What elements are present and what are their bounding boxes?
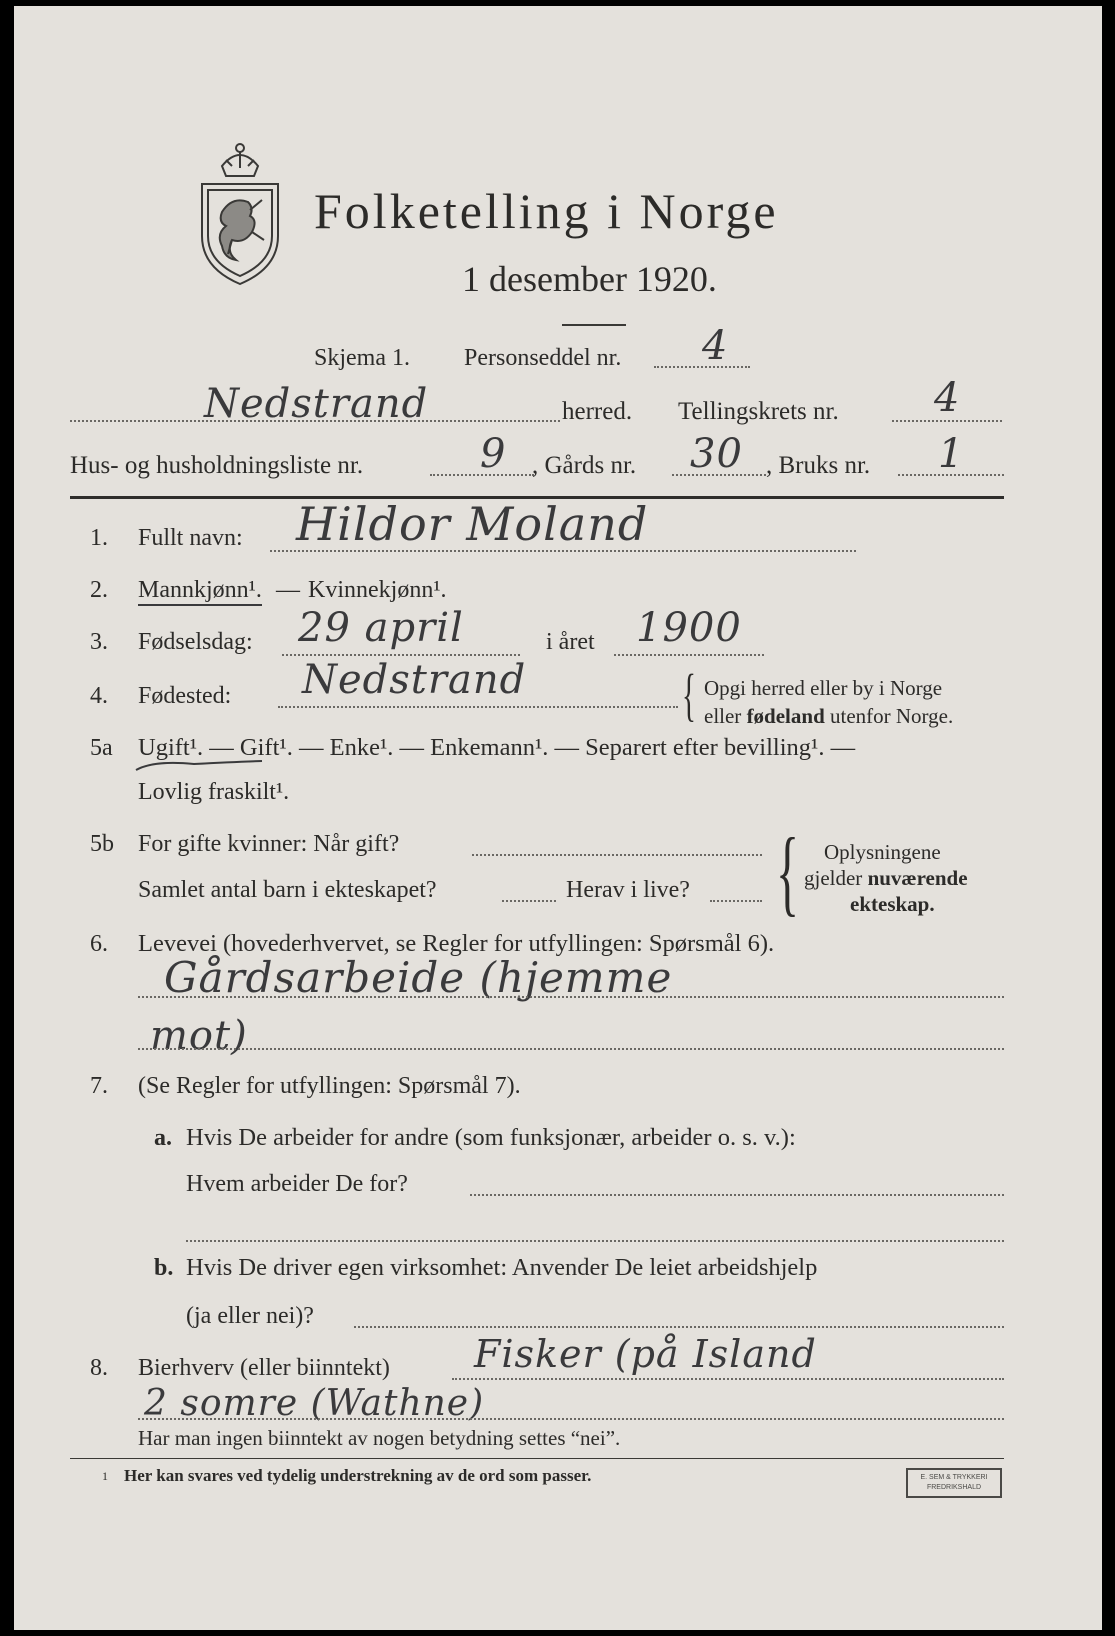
q4-number: 4. — [90, 683, 108, 709]
q7-label: (Se Regler for utfyllingen: Spørsmål 7). — [138, 1073, 521, 1099]
stamp-line-2: FREDRIKSHALD — [926, 1484, 982, 1491]
q3-number: 3. — [90, 629, 108, 655]
q6-value-2: mot) — [150, 1013, 248, 1059]
q4-value: Nedstrand — [302, 657, 527, 703]
q8-value-2: 2 somre (Wathne) — [144, 1383, 485, 1424]
bruks-line — [898, 474, 1004, 476]
title-divider — [562, 324, 626, 326]
form-date: 1 desember 1920. — [462, 259, 717, 299]
footnote-text: Her kan svares ved tydelig understrekning av de ord som passer. — [124, 1466, 592, 1485]
q7b-line-2: (ja eller nei)? — [186, 1303, 314, 1329]
q6-value-1: Gårdsarbeide (hjemme — [164, 953, 673, 1002]
q3-label: Fødselsdag: — [138, 629, 253, 655]
q8-number: 8. — [90, 1355, 108, 1381]
gards-label: , Gårds nr. — [532, 452, 637, 479]
q6-number: 6. — [90, 931, 108, 957]
norway-coat-of-arms-icon — [192, 136, 288, 286]
hus-value: 9 — [480, 431, 507, 477]
q7a-line — [470, 1194, 1004, 1196]
personseddel-label: Personseddel nr. — [464, 345, 622, 371]
q6-label: Levevei (hovederhvervet, se Regler for utfyllingen: Spørsmål 6). — [138, 930, 775, 957]
q3-line — [282, 654, 520, 656]
bruks-label: , Bruks nr. — [766, 452, 871, 479]
q8-line-1 — [452, 1378, 1004, 1380]
q3-year-line — [614, 654, 764, 656]
q8-note: Har man ingen biinntekt av nogen betydning settes “nei”. — [138, 1426, 621, 1450]
q3-value: 29 april — [298, 605, 464, 651]
q7-number: 7. — [90, 1073, 108, 1099]
q6-line-1 — [138, 996, 1004, 998]
gards-value: 30 — [690, 431, 743, 477]
q4-note-2: eller fødeland utenfor Norge. — [704, 704, 954, 728]
q3-year-value: 1900 — [636, 605, 742, 651]
q5b-number: 5b — [90, 831, 114, 857]
q5a-options: Ugift¹. — Gift¹. — Enke¹. — Enkemann¹. — Separert efter bevilling¹. — — [138, 734, 856, 761]
herred-label: herred. — [562, 398, 633, 425]
q5a-options-2: Lovlig fraskilt¹. — [138, 779, 290, 805]
personseddel-value: 4 — [702, 323, 729, 369]
gards-line — [672, 474, 766, 476]
form-title: Folketelling i Norge — [314, 183, 779, 239]
q5b-line-1: For gifte kvinner: Når gift? — [138, 831, 400, 857]
personseddel-line — [654, 366, 750, 368]
q7a-line-1: Hvis De arbeider for andre (som funksjonær, arbeider o. s. v.): — [186, 1124, 796, 1151]
herred-line — [70, 420, 560, 422]
footnote-divider — [70, 1458, 1004, 1459]
q7a-line-2: Hvem arbeider De for? — [186, 1171, 408, 1197]
q4-note-1: Opgi herred eller by i Norge — [704, 676, 943, 700]
tellingskrets-value: 4 — [934, 375, 961, 421]
q5b-brace: { — [776, 818, 800, 925]
q1-number: 1. — [90, 525, 108, 551]
q8-value-1: Fisker (på Island — [474, 1332, 817, 1376]
q7b-number: b. — [154, 1255, 174, 1281]
q4-line — [278, 706, 678, 708]
q7a-line-extra — [186, 1240, 1004, 1242]
q1-label: Fullt navn: — [138, 525, 243, 551]
census-form — [14, 6, 1102, 1630]
hus-line — [430, 474, 534, 476]
q2-mann: Mannkjønn¹. — [138, 576, 262, 606]
skjema-label: Skjema 1. — [314, 345, 410, 371]
q3-year-label: i året — [546, 629, 595, 655]
tellingskrets-label: Tellingskrets nr. — [678, 398, 839, 425]
q8-label: Bierhverv (eller biinntekt) — [138, 1355, 390, 1381]
q7b-line-1: Hvis De driver egen virksomhet: Anvender De leiet arbeidshjelp — [186, 1254, 818, 1281]
q7b-line — [354, 1326, 1004, 1328]
q4-brace: { — [682, 662, 696, 727]
q2-kvinne: Kvinnekjønn¹. — [308, 577, 447, 603]
q5b-gift-line — [472, 854, 762, 856]
q2-number: 2. — [90, 577, 108, 603]
stamp-line-1: E. SEM & TRYKKERI — [920, 1474, 988, 1481]
q5b-barn-line — [502, 900, 556, 902]
printer-stamp — [906, 1468, 1002, 1498]
q1-line — [270, 550, 856, 552]
q7a-number: a. — [154, 1125, 172, 1151]
q4-label: Fødested: — [138, 683, 232, 709]
q2-dash: — — [276, 577, 300, 603]
bruks-value: 1 — [938, 431, 965, 477]
footnote-mark: 1 — [102, 1469, 108, 1483]
q1-value: Hildor Moland — [296, 497, 649, 551]
hus-label: Hus- og husholdningsliste nr. — [70, 452, 364, 479]
q8-line-2 — [138, 1418, 1004, 1420]
q5b-note-3: ekteskap. — [850, 892, 935, 916]
q6-line-2 — [138, 1048, 1004, 1050]
herred-value: Nedstrand — [204, 381, 429, 427]
q5b-note-1: Oplysningene — [824, 840, 941, 864]
q5b-live-line — [710, 900, 762, 902]
tellingskrets-line — [892, 420, 1002, 422]
q5b-note-2: gjelder nuværende — [804, 866, 968, 890]
q5b-line-2a: Samlet antal barn i ekteskapet? — [138, 877, 437, 903]
q5b-line-2b: Herav i live? — [566, 877, 690, 903]
q5a-number: 5a — [90, 735, 113, 761]
q5a-underline — [134, 758, 264, 774]
